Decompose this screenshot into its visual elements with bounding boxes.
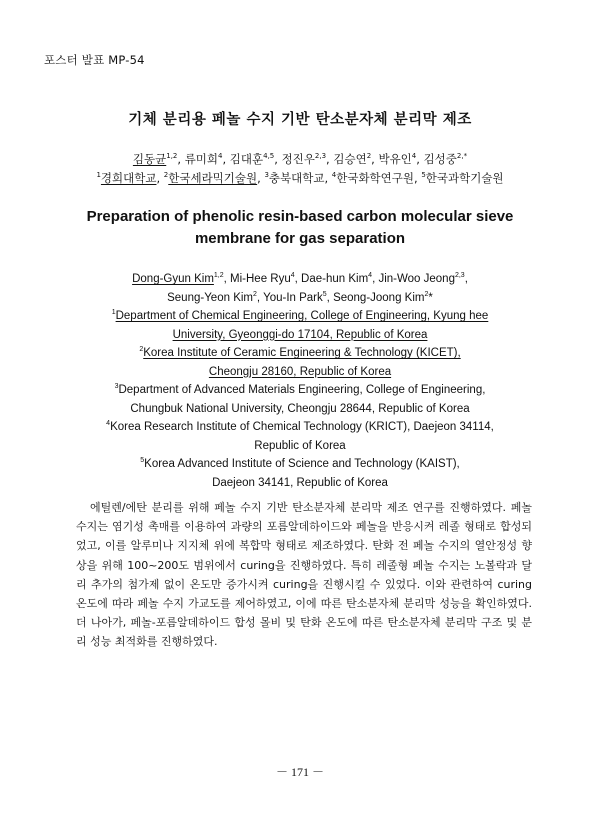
author-affil-sup: 4: [290, 272, 295, 280]
affil-text: Department of Advanced Materials Engineering, College of Engineering,: [118, 384, 486, 396]
author-affil-sup: 2: [253, 290, 257, 298]
corresponding-mark: *: [463, 152, 468, 161]
author-affil-sup: 4: [218, 152, 223, 161]
separator: ,: [294, 273, 302, 285]
affiliation-line: [40, 326, 560, 345]
affil-sup: 4: [331, 171, 337, 180]
english-authors-line-2: [40, 289, 560, 308]
author-affil-sup: 2: [366, 152, 372, 161]
separator: ,: [222, 152, 230, 166]
separator: ,: [324, 171, 332, 185]
separator: ,: [177, 152, 185, 166]
separator: ,: [414, 171, 422, 185]
affil-text: University, Gyeonggi-do 17104, Republic of Korea: [172, 328, 428, 341]
affiliation-line: [40, 344, 560, 363]
author-name: 김승연: [333, 152, 367, 166]
english-authors: [40, 270, 560, 307]
separator: ,: [416, 152, 424, 166]
english-title: Preparation of phenolic resin-based carbon molecular sieve membrane for gas separation: [86, 208, 514, 247]
affil-name: 충북대학교: [268, 171, 325, 185]
author-name: Jin-Woo Jeong: [378, 273, 455, 285]
author-name: You-In Park: [263, 291, 323, 304]
affiliation-line: [40, 400, 560, 419]
english-affiliations: [40, 307, 560, 492]
author-name: 김동균: [132, 152, 167, 166]
session-tag: 포스터 발표 MP-54: [44, 53, 145, 67]
author-name: 김대훈: [229, 152, 264, 166]
separator: ,: [326, 152, 334, 166]
separator: ,: [274, 152, 282, 166]
affil-sup: 2: [139, 346, 144, 354]
affil-text: Korea Advanced Institute of Science and Technology (KAIST),: [144, 458, 460, 470]
separator: ,: [464, 273, 468, 285]
affiliation-line: [40, 437, 560, 456]
affil-sup: 1: [111, 309, 116, 317]
affil-text: Korea Institute of Ceramic Engineering & Technology (KICET),: [143, 347, 461, 359]
affiliation-line: [40, 307, 560, 326]
author-name: 정진우: [281, 152, 315, 166]
affiliation-line: [40, 381, 560, 400]
korean-title: 기체 분리용 페놀 수지 기반 탄소분자체 분리막 제조: [128, 112, 472, 128]
author-name: Dong-Gyun Kim: [132, 273, 214, 285]
affil-name: 경희대학교: [100, 171, 157, 185]
affil-text: Daejeon 34141, Republic of Korea: [212, 476, 388, 489]
separator: *: [428, 291, 433, 304]
affil-name: 한국세라믹기술원: [168, 171, 258, 185]
author-name: Seong-Joong Kim: [333, 291, 425, 304]
author-affil-sup: 1,2: [213, 272, 224, 280]
author-affil-sup: 4: [411, 152, 417, 161]
affil-sup: 3: [264, 171, 269, 180]
affil-text: Republic of Korea: [254, 439, 346, 452]
affil-text: Cheongju 28160, Republic of Korea: [208, 365, 392, 378]
author-affil-sup: 5: [322, 290, 327, 298]
author-name: Mi-Hee Ryu: [230, 273, 291, 285]
author-name: Seung-Yeon Kim: [167, 291, 253, 304]
author-affil-sup: 4: [368, 272, 373, 280]
affil-sup: 3: [114, 383, 119, 391]
affil-sup: 5: [140, 457, 145, 465]
author-name: 김성중: [423, 152, 457, 166]
affil-text: Chungbuk National University, Cheongju 28644, Republic of Korea: [130, 402, 470, 415]
separator: ,: [223, 273, 231, 285]
affiliation-line: [40, 455, 560, 474]
author-affil-sup: 2,: [456, 152, 464, 161]
abstract-text: 에틸렌/에탄 분리를 위해 페놀 수지 기반 탄소분자체 분리막 제조 연구를 진행하였다. 페놀 수지는 염기성 촉매를 이용하여 과량의 포름알데하이드와 페놀을 반응시켜 레졸 형태로 합성되었고, 이를 알루미나 지지체 위에 복합막 형태로 제조하였다. 탄화 전 페놀 수지의 열안정성 향상을 위해 100~200도 범위에서 curing을 진행하였다. 특히 레졸형 페놀 수지는 노볼락과 달리 추가의 첨가제 없이 온도만 증가시켜 curing을 진행시킬 수 있었다. 이와 관련하여 curing 온도에 따라 페놀 수지 가교도를 제어하였고, 이에 따른 탄소분자체 분리막 성능을 확인하였다. 더 나아가, 페놀-포름알데하이드 합성 몰비 및 탄화 온도에 따른 탄소분자체 분리막 구조 및 분리 성능 최적화를 진행하였다.: [76, 501, 532, 649]
korean-affiliations: [0, 170, 600, 186]
separator: ,: [256, 291, 264, 304]
author-affil-sup: 2,3: [454, 272, 465, 280]
affiliation-line: [40, 363, 560, 382]
affil-sup: 1: [96, 171, 101, 180]
affil-name: 한국과학기술원: [425, 171, 504, 185]
english-authors-line-1: [40, 270, 560, 289]
separator: ,: [326, 291, 334, 304]
author-name: 박유인: [378, 152, 412, 166]
author-name: Dae-hun Kim: [301, 273, 369, 285]
affil-text: Korea Research Institute of Chemical Technology (KRICT), Daejeon 34114,: [110, 421, 494, 433]
affil-sup: 4: [106, 420, 111, 428]
page-number: － 171 －: [275, 765, 324, 779]
separator: ,: [257, 171, 265, 185]
author-affil-sup: 2: [424, 290, 429, 298]
affil-sup: 5: [421, 171, 426, 180]
affil-sup: 2: [163, 171, 169, 180]
author-name: 류미희: [184, 152, 219, 166]
abstract: [76, 498, 532, 652]
author-affil-sup: 2,3: [314, 152, 327, 161]
affil-text: Department of Chemical Engineering, College of Engineering, Kyung hee: [115, 310, 489, 322]
separator: ,: [371, 152, 379, 166]
separator: ,: [156, 171, 164, 185]
author-affil-sup: 4,5: [263, 152, 275, 161]
affil-name: 한국화학연구원: [336, 171, 414, 185]
korean-authors: [0, 151, 600, 167]
affiliation-line: [40, 474, 560, 493]
author-affil-sup: 1,2: [166, 152, 178, 161]
affiliation-line: [40, 418, 560, 437]
separator: ,: [372, 273, 379, 285]
